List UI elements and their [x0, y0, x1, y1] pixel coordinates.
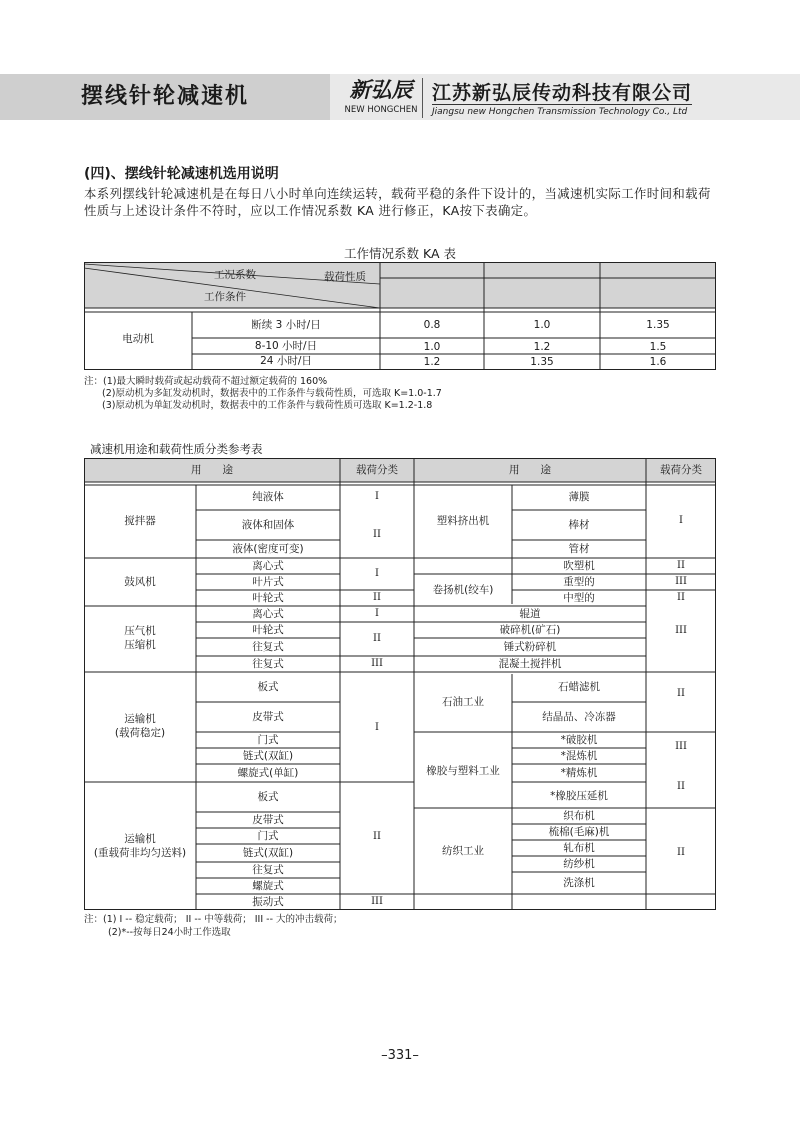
group-conveyor-stable: 运输机 (载荷稳定) — [114, 713, 166, 739]
ka-3-3: 1.6 — [649, 356, 667, 368]
cls: I — [679, 515, 683, 526]
item: 离心式 — [252, 560, 284, 572]
note-2-2: (2)*--按每日24小时工作选取 — [108, 927, 231, 938]
item: 叶轮式 — [252, 592, 284, 604]
item: 重型的 — [563, 576, 595, 588]
cls: II — [677, 688, 685, 699]
item: 螺旋式 — [252, 880, 284, 892]
item: 离心式 — [252, 608, 284, 620]
item: *破胶机 — [560, 734, 598, 746]
cls: I — [375, 491, 379, 502]
item: *混炼机 — [560, 750, 598, 762]
item: 链式(双缸) — [242, 750, 294, 762]
company-underline — [432, 104, 692, 105]
item: *橡胶压延机 — [550, 790, 608, 802]
item: 吹塑机 — [563, 560, 595, 572]
note-3: (3)原动机为单缸发动机时，数据表中的工作条件与载荷性质可选取 K=1.2-1.8 — [102, 400, 433, 411]
item: 往复式 — [252, 641, 284, 653]
item: 链式(双缸) — [242, 847, 294, 859]
group-petroleum: 石油工业 — [442, 696, 484, 708]
note-2-1: 注：(1) I -- 稳定载荷； II -- 中等载荷； III -- 大的冲击载荷； — [84, 914, 343, 925]
note-2: (2)原动机为多缸发动机时，数据表中的工作条件与载荷性质，可选取 K=1.0-1.7 — [102, 388, 442, 399]
item: 往复式 — [252, 864, 284, 876]
intro-paragraph: 本系列摆线针轮减速机是在每日八小时单向连续运转，载荷平稳的条件下设计的，当减速机实际工作时间和载荷性质与上述设计条件不符时，应以工作情况系数 KA 进行修正，KA按下表确定。 — [84, 186, 711, 218]
cls: II — [677, 592, 685, 603]
hdr-coef: 工况系数 — [214, 269, 256, 281]
usage-table — [84, 458, 716, 910]
cond-row-2: 8-10 小时/日 — [254, 340, 318, 352]
cls: I — [375, 608, 379, 619]
cls: III — [675, 741, 687, 752]
item: 皮带式 — [252, 814, 284, 826]
table1-notes — [84, 376, 442, 412]
item: 管材 — [568, 543, 590, 555]
ka-table — [84, 262, 716, 370]
item: 门式 — [257, 830, 279, 842]
item: 纯液体 — [252, 491, 284, 503]
item: 中型的 — [563, 592, 595, 604]
group-rubber: 橡胶与塑料工业 — [426, 765, 500, 777]
item: 螺旋式(单缸) — [237, 767, 299, 779]
section-title: (四)、摆线针轮减速机选用说明 — [84, 166, 279, 182]
item: 板式 — [257, 791, 279, 803]
item: 破碎机(矿石) — [499, 624, 561, 636]
cls: I — [375, 568, 379, 579]
group-textile: 纺织工业 — [442, 845, 484, 857]
cls: II — [373, 592, 381, 603]
cls: II — [373, 633, 381, 644]
group-extruder: 塑料挤出机 — [436, 515, 490, 527]
cls: II — [373, 529, 381, 540]
group-conveyor-heavy: 运输机 (重载荷非均匀送料) — [93, 833, 187, 859]
hdr-load: 载荷性质 — [324, 271, 366, 283]
item: 织布机 — [563, 810, 595, 822]
item: 叶轮式 — [252, 624, 284, 636]
item: 结晶品、冷冻器 — [542, 711, 616, 723]
cls: II — [373, 831, 381, 842]
item: 往复式 — [252, 658, 284, 670]
item: *精炼机 — [560, 767, 598, 779]
table2-title: 减速机用途和载荷性质分类参考表 — [90, 442, 263, 456]
item: 洗涤机 — [563, 877, 595, 889]
ka-3-1: 1.2 — [423, 356, 441, 368]
ka-3-2: 1.35 — [530, 356, 554, 368]
header-title: 摆线针轮减速机 — [80, 84, 249, 109]
cls: III — [371, 658, 383, 669]
cls: III — [675, 625, 687, 636]
group-winch: 卷扬机(绞车) — [432, 584, 494, 596]
item: 棒材 — [568, 519, 590, 531]
ka-1-3: 1.35 — [646, 319, 670, 331]
company-logo: 新弘辰 — [349, 77, 413, 102]
ka-2-2: 1.2 — [533, 341, 551, 353]
item: 轧布机 — [563, 842, 595, 854]
cls: II — [677, 847, 685, 858]
hdr-use-left: 用 途 — [191, 464, 233, 476]
motor-label: 电动机 — [122, 333, 154, 345]
table1-title: 工作情况系数 KA 表 — [344, 246, 456, 261]
item: 叶片式 — [252, 576, 284, 588]
group-blower: 鼓风机 — [124, 576, 156, 588]
hdr-cls-right: 载荷分类 — [660, 464, 702, 476]
ka-2-3: 1.5 — [649, 341, 667, 353]
item: 液体和固体 — [241, 519, 295, 531]
item: 皮带式 — [252, 711, 284, 723]
company-logo-en: NEW HONGCHEN — [344, 105, 418, 115]
cls: III — [675, 576, 687, 587]
item: 锤式粉碎机 — [503, 641, 557, 653]
note-1: 注：(1)最大瞬时载荷或起动载荷不超过额定载荷的 160% — [84, 376, 328, 387]
item: 板式 — [257, 681, 279, 693]
group-mixer: 搅拌器 — [124, 515, 156, 527]
item: 石蜡滤机 — [558, 681, 600, 693]
cls: I — [375, 722, 379, 733]
hdr-use-right: 用 途 — [509, 464, 551, 476]
item: 纺纱机 — [563, 858, 595, 870]
hdr-cls-left: 载荷分类 — [356, 464, 398, 476]
table2-notes — [84, 913, 343, 939]
item: 梳棉(毛麻)机 — [548, 826, 610, 838]
item: 混凝土搅拌机 — [498, 658, 562, 670]
group-compressor: 压气机 压缩机 — [124, 625, 156, 651]
company-name-en: Jiangsu new Hongchen Transmission Technology Co., Ltd — [432, 107, 688, 117]
item: 振动式 — [252, 896, 284, 908]
ka-1-1: 0.8 — [423, 319, 441, 331]
page-number: –331– — [381, 1048, 419, 1063]
cond-row-1: 断续 3 小时/日 — [251, 319, 321, 331]
cond-row-3: 24 小时/日 — [260, 355, 312, 367]
ka-2-1: 1.0 — [423, 341, 441, 353]
cls: II — [677, 781, 685, 792]
company-name-cn: 江苏新弘辰传动科技有限公司 — [432, 82, 693, 104]
ka-1-2: 1.0 — [533, 319, 551, 331]
item: 薄膜 — [568, 491, 590, 503]
item: 液体(密度可变) — [232, 543, 304, 555]
header-divider — [422, 78, 423, 118]
cls: III — [371, 896, 383, 907]
item: 辊道 — [519, 608, 541, 620]
item: 门式 — [257, 734, 279, 746]
hdr-cond: 工作条件 — [204, 291, 246, 303]
cls: II — [677, 560, 685, 571]
